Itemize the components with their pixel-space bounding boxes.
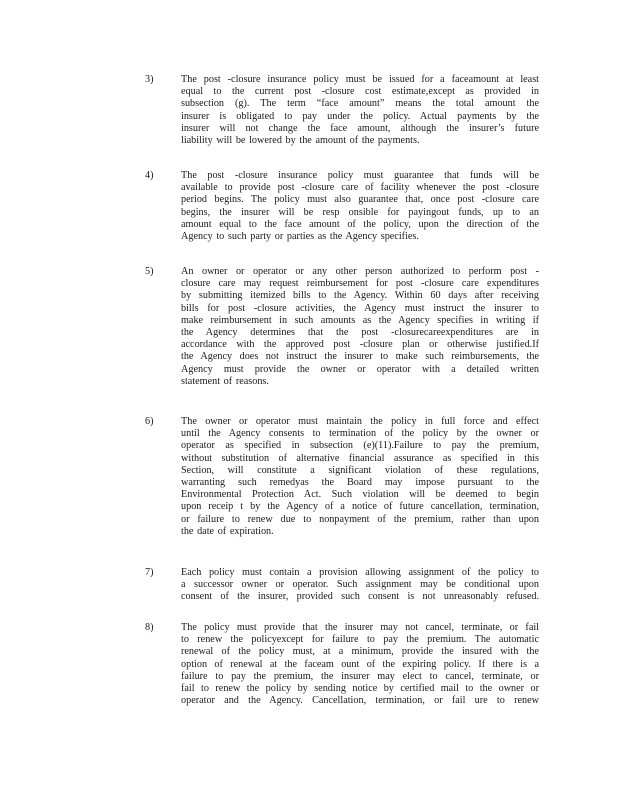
item-paragraph: [181, 266, 539, 388]
paragraph-line: consent of the insurer, provided such consent is not unreasonably refused.: [181, 591, 539, 603]
paragraph-line: An owner or operator or any other person authorized to perform post -: [181, 266, 539, 277]
paragraph-line: a successor owner or operator. Such assignment may be conditional upon: [181, 579, 539, 591]
paragraph-line: without substitution of alternative financial assurance as specified in this: [181, 452, 539, 464]
paragraph-line: The owner or operator must maintain the policy in full force and effect: [181, 416, 539, 427]
paragraph-line: upon receip t by the Agency of a notice of future cancellation, termination,: [181, 501, 539, 513]
paragraph-line: Agency to such party or parties as the Agency specifies.: [181, 230, 419, 242]
paragraph-line: closure care may request reimbursement for post -closure care expenditures: [181, 278, 539, 290]
paragraph-line: warranting such remedyas the Board may impose pursuant to the: [181, 476, 539, 488]
paragraph-line: make reimbursement in such amounts as the Agency specifies in writing if: [181, 314, 539, 326]
paragraph-line: The post -closure insurance policy must be issued for a faceamount at least: [181, 74, 539, 85]
paragraph-line: available to provide post -closure care of facility whenever the post -closure: [181, 182, 539, 194]
paragraph-line: insurer will not change the face amount, although the insurer’s future: [181, 122, 539, 134]
item-paragraph: [181, 567, 539, 604]
paragraph-line: liability will be lowered by the amount of the payments.: [181, 134, 420, 146]
item-number: 7): [145, 567, 154, 578]
paragraph-line: period begins. The policy must also guarantee that, once post -closure care: [181, 194, 539, 206]
paragraph-line: Each policy must contain a provision allowing assignment of the policy to: [181, 567, 539, 578]
paragraph-line: Environmental Protection Act. Such violation will be deemed to begin: [181, 489, 539, 501]
paragraph-line: the Agency does not instruct the insurer to make such reimbursements, the: [181, 351, 539, 363]
item-number: 8): [145, 622, 154, 633]
paragraph-line: Agency must provide the owner or operator with a detailed written: [181, 363, 539, 375]
paragraph-line: The policy must provide that the insurer may not cancel, terminate, or fail: [181, 622, 539, 633]
item-number: 3): [145, 74, 154, 85]
paragraph-line: insurer is obligated to pay under the policy. Actual payments by the: [181, 110, 539, 122]
item-paragraph: [181, 416, 539, 538]
item-number: 6): [145, 416, 154, 427]
item-number: 4): [145, 170, 154, 181]
paragraph-line: amount equal to the face amount of the policy, upon the direction of the: [181, 218, 539, 230]
paragraph-line: operator as specified in subsection (e)(11).Failure to pay the premium,: [181, 440, 539, 452]
paragraph-line: to renew the policyexcept for failure to pay the premium. The automatic: [181, 634, 539, 646]
paragraph-line: the Agency determines that the post -closurecareexpenditures are in: [181, 326, 539, 338]
paragraph-line: subsection (g). The term “face amount” means the total amount the: [181, 98, 539, 110]
paragraph-line: operator and the Agency. Cancellation, termination, or fail ure to renew: [181, 695, 539, 707]
paragraph-line: by submitting itemized bills to the Agency. Within 60 days after receiving: [181, 290, 539, 302]
paragraph-line: renewal of the policy must, at a minimum, provide the insured with the: [181, 646, 539, 658]
paragraph-line: the date of expiration.: [181, 525, 274, 537]
paragraph-line: Section, will constitute a significant violation of these regulations,: [181, 464, 539, 476]
item-paragraph: [181, 170, 539, 243]
paragraph-line: fail to renew the policy by sending notice by certified mail to the owner or: [181, 682, 539, 694]
paragraph-line: or failure to renew due to nonpayment of the premium, rather than upon: [181, 513, 539, 525]
paragraph-line: begins, the insurer will be resp onsible for payingout funds, up to an: [181, 206, 539, 218]
paragraph-line: option of renewal at the faceam ount of the expiring policy. If there is a: [181, 658, 539, 670]
paragraph-line: failure to pay the premium, the insurer may elect to cancel, terminate, or: [181, 670, 539, 682]
paragraph-line: accordance with the approved post -closure plan or otherwise justified.If: [181, 339, 539, 351]
paragraph-line: The post -closure insurance policy must guarantee that funds will be: [181, 170, 539, 181]
item-paragraph: [181, 622, 539, 707]
paragraph-line: equal to the current post -closure cost estimate,except as provided in: [181, 86, 539, 98]
paragraph-line: bills for post -closure activities, the Agency must instruct the insurer to: [181, 302, 539, 314]
item-paragraph: [181, 74, 539, 147]
paragraph-line: until the Agency consents to termination of the policy by the owner or: [181, 428, 539, 440]
item-number: 5): [145, 266, 154, 277]
paragraph-line: statement of reasons.: [181, 375, 269, 387]
